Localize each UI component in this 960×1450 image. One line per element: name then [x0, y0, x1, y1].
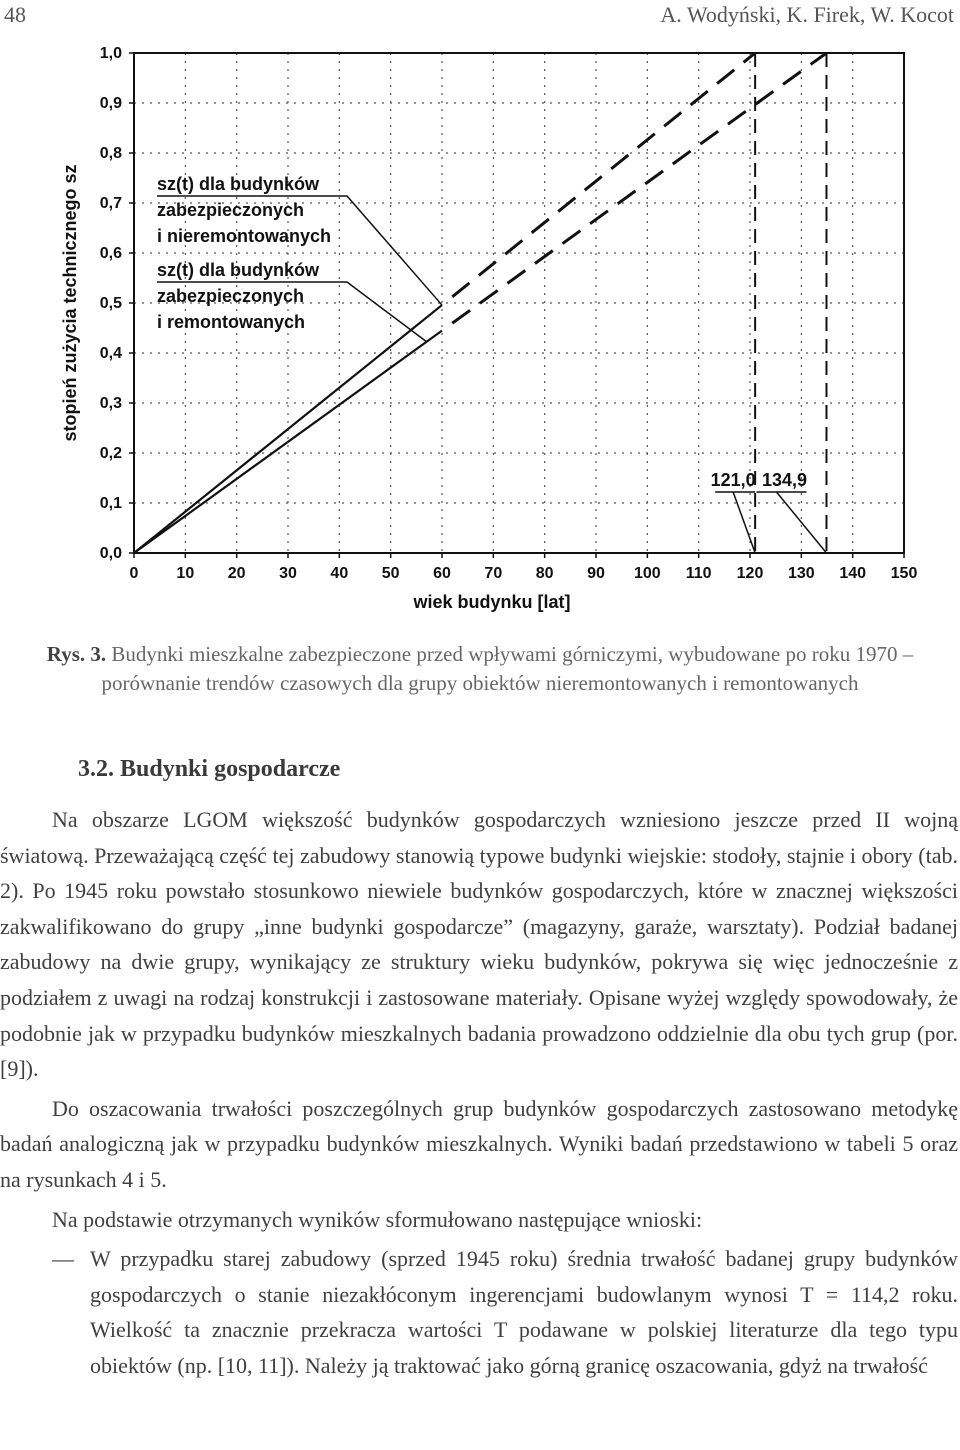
- page-header: [4, 2, 954, 32]
- y-axis-label: stopień zużycia technicznego sz: [60, 164, 80, 442]
- x-tick-label: 90: [587, 565, 605, 582]
- x-tick-label: 40: [330, 565, 349, 582]
- list-item-text: W przypadku starej zabudowy (sprzed 1945 roku) średnia trwałość badanej grupy budynków gospodarczych o stanie niezakłóconym ingerencjami budowlanym wynosi T = 114,2 roku. Wielkość ta znacznie przekracza wartości T podawane w polskiej literaturze dla tego typu obiektów (np. [10, 11]). Należy ją traktować jako górną granicę oszacowania, gdyż na trwałość: [90, 1246, 958, 1378]
- x-tick-label: 150: [890, 565, 918, 582]
- series-label-line: i remontowanych: [157, 312, 306, 332]
- list-item: [0, 1241, 958, 1383]
- y-tick-label: 0,7: [99, 195, 122, 212]
- body-text: [0, 802, 958, 1388]
- paragraph: Na obszarze LGOM większość budynków gospodarczych wzniesiono jeszcze przed II wojną światową. Przeważającą część tej zabudowy stanowią typowe budynki wiejskie: stodoły, stajnie i obory (tab. 2). Po 1945 roku powstało stosunkowo niewiele budynków gospodarczych, które w znacznej większości zakwalifikowano do grupy „inne budynki gospodarcze” (magazyny, garaże, warsztaty). Podział badanej zabudowy na dwie grupy, wynikający ze struktury wieku budynków, pokrywa się więc jednocześnie z podziałem z uwagi na rodzaj konstrukcji i zastosowane materiały. Opisane wyżej względy spowodowały, że podobnie jak w przypadku budynków mieszkalnych badania prowadzono oddzielnie dla obu tych grup (por. [9]).: [0, 807, 958, 1082]
- x-tick-label: 30: [279, 565, 297, 582]
- figure-caption: [0, 640, 960, 698]
- x-tick-label: 80: [535, 565, 554, 582]
- x-tick-label: 70: [484, 565, 503, 582]
- caption-label: Rys. 3.: [46, 642, 107, 666]
- paragraph: Na podstawie otrzymanych wyników sformułowano następujące wnioski:: [52, 1206, 703, 1232]
- x-tick-label: 10: [176, 565, 195, 582]
- series-label-line: zabezpieczonych: [157, 286, 305, 306]
- x-axis-label: wiek budynku [lat]: [413, 592, 571, 612]
- value-annotation: 134,9: [761, 470, 808, 490]
- page-number: 48: [4, 2, 26, 27]
- series-label-line: sz(t) dla budynków: [157, 260, 319, 280]
- y-tick-label: 0,4: [99, 345, 122, 362]
- figure-chart: [52, 38, 918, 618]
- y-tick-label: 0,8: [99, 145, 122, 162]
- y-tick-label: 0,6: [99, 245, 122, 262]
- x-tick-label: 130: [787, 565, 815, 582]
- y-tick-label: 0,0: [99, 545, 122, 562]
- x-tick-label: 50: [381, 565, 400, 582]
- running-head-authors: A. Wodyński, K. Firek, W. Kocot: [660, 2, 954, 27]
- series-label-line: sz(t) dla budynków: [157, 174, 319, 194]
- list-dash: —: [52, 1246, 74, 1272]
- paragraph: Do oszacowania trwałości poszczególnych grup budynków gospodarczych zastosowano metodykę badań analogiczną jak w przypadku budynków mieszkalnych. Wyniki badań przedstawiono w tabeli 5 oraz na rysunkach 4 i 5.: [0, 1095, 958, 1192]
- x-tick-label: 100: [633, 565, 661, 582]
- section-heading: 3.2. Budynki gospodarcze: [78, 756, 341, 782]
- x-tick-label: 140: [839, 565, 867, 582]
- value-annotation: 121,0: [710, 470, 756, 490]
- series-label-line: i nieremontowanych: [157, 226, 332, 246]
- series-label-line: zabezpieczonych: [157, 200, 305, 220]
- y-tick-label: 0,2: [99, 445, 122, 462]
- x-tick-label: 110: [685, 565, 712, 582]
- y-tick-label: 1,0: [99, 45, 122, 62]
- x-tick-label: 120: [736, 565, 764, 582]
- y-tick-label: 0,3: [99, 395, 122, 412]
- x-tick-label: 60: [433, 565, 451, 582]
- x-tick-label: 20: [227, 565, 246, 582]
- y-tick-label: 0,1: [99, 495, 122, 512]
- caption-text: Budynki mieszkalne zabezpieczone przed wpływami górniczymi, wybudowane po roku 1970 – porównanie trendów czasowych dla grupy obiektów nieremontowanych i remontowanych: [101, 642, 914, 695]
- x-tick-label: 0: [129, 565, 139, 582]
- y-tick-label: 0,9: [99, 95, 122, 112]
- y-tick-label: 0,5: [99, 295, 122, 312]
